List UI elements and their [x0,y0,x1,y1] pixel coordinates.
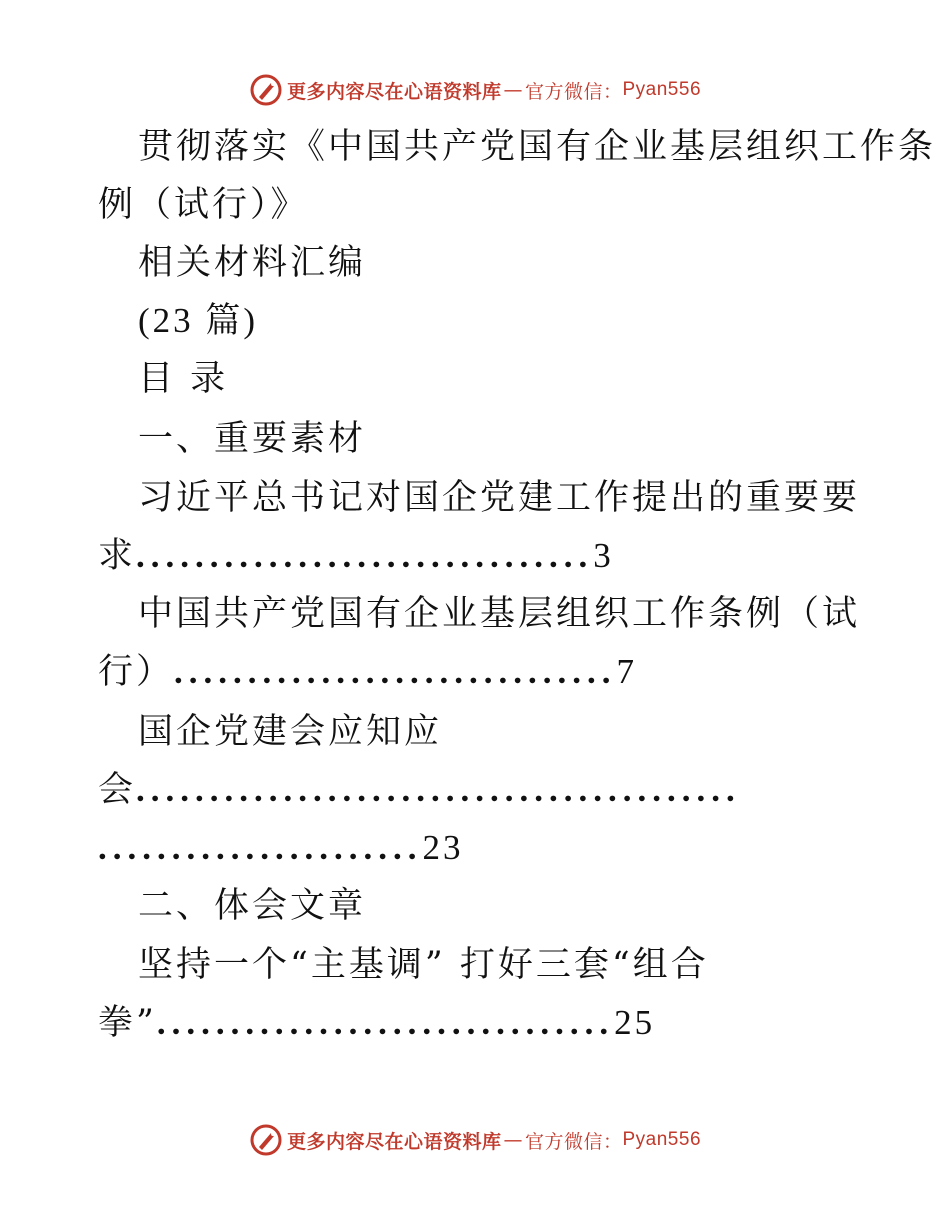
toc-entry-3-line2 [98,770,741,810]
wechat-account: Pyan556 [622,1129,702,1150]
toc-entry-4-tail: 拳” [98,1003,157,1043]
toc-entry-1-line2 [98,536,614,576]
doc-title-line2: 例（试行）》 [98,185,309,225]
footer-watermark [0,1120,950,1160]
toc-entry-1-page: 3 [593,536,614,575]
wechat-label: 官方微信： [524,80,623,103]
pen-logo-icon [249,73,283,107]
toc-entry-3-line3 [98,828,464,868]
toc-entry-3-page: 23 [422,828,464,867]
toc-entry-3-leader-a: ......................................... [136,770,741,809]
doc-count: (23 篇) [138,301,259,340]
site-name: 更多内容尽在心语资料库 [286,1130,502,1153]
toc-entry-4-title: 坚持一个“主基调” 打好三套“组合 [138,945,709,985]
toc-entry-4-leader: ............................... [156,1003,615,1042]
toc-entry-3-title: 国企党建会应知应 [138,712,443,752]
toc-entry-3-tail: 会 [98,770,137,810]
toc-entry-4-line2 [98,1003,655,1043]
toc-entry-4-page: 25 [614,1003,656,1042]
toc-heading: 目 录 [138,359,229,399]
wechat-account: Pyan556 [622,79,702,100]
toc-entry-2-page: 7 [616,652,638,691]
site-name: 更多内容尽在心语资料库 [286,80,502,103]
banner-dash: — [503,1129,523,1151]
section-heading-2: 二、体会文章 [138,886,367,926]
toc-entry-2-line2 [98,652,637,692]
pen-logo-icon [249,1123,283,1157]
toc-entry-2-title: 中国共产党国有企业基层组织工作条例（试 [138,594,861,634]
header-watermark [0,70,950,110]
section-heading-1: 一、重要素材 [138,419,367,459]
wechat-label: 官方微信： [524,1130,623,1153]
doc-subtitle: 相关材料汇编 [138,243,367,283]
toc-entry-1-leader: ............................... [136,536,594,575]
doc-title-line1: 贯彻落实《中国共产党国有企业基层组织工作条 [138,127,937,167]
toc-entry-2-leader: .............................. [174,652,617,691]
banner-dash: — [503,79,523,101]
toc-entry-2-tail: 行） [98,652,175,692]
toc-entry-1-title: 习近平总书记对国企党建工作提出的重要要 [138,478,861,518]
toc-entry-1-tail: 求 [98,536,137,576]
toc-entry-3-leader-b: ...................... [98,828,423,867]
